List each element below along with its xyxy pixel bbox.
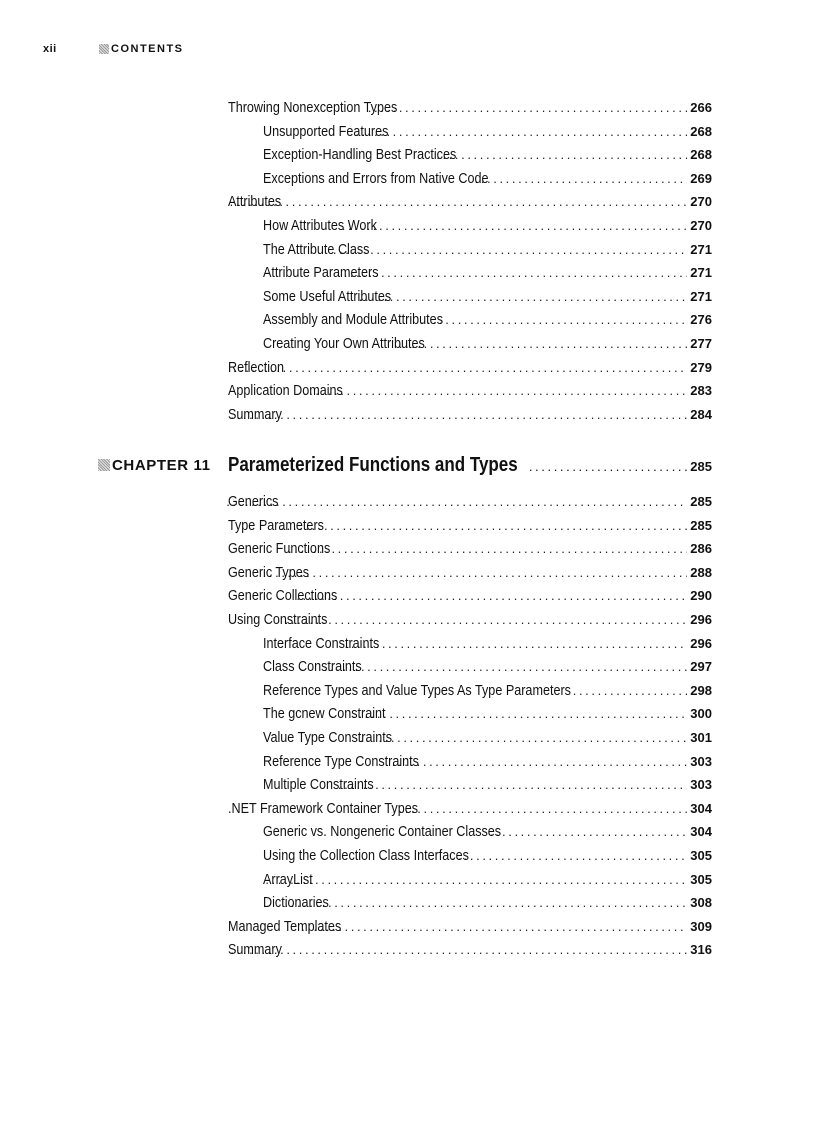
dot-leader [338,777,687,792]
toc-subentry[interactable] [228,288,712,312]
dot-leader [303,383,687,398]
toc-entry-title: The gcnew Constraint [263,705,386,723]
toc-entry-page: 271 [690,288,712,304]
toc-entry[interactable] [228,564,712,588]
dot-leader [360,730,687,745]
toc-entry-page: 271 [690,241,712,257]
chapter-page-number: 285 [690,459,712,474]
chapter-heading[interactable] [98,454,712,480]
toc-entry-title: Dictionaries [263,894,329,912]
dot-leader [368,100,688,115]
toc-entry-page: 270 [690,194,712,210]
toc-subentry[interactable] [228,776,712,800]
toc-entry-page: 301 [690,729,712,745]
toc-entry[interactable] [228,493,712,517]
toc-entry-page: 300 [690,706,712,722]
toc-entry-page: 304 [690,824,712,840]
dot-leader [265,872,687,887]
toc-subentry[interactable] [228,871,712,895]
toc-entry-title: Reference Type Constraints [263,752,419,770]
toc-subentry[interactable] [228,847,712,871]
toc-entry-title: Using the Collection Class Interfaces [263,846,469,864]
dot-leader [226,494,687,509]
dot-leader [420,312,687,327]
toc-entry-title: Class Constraints [263,658,362,676]
toc-entry-page: 296 [690,635,712,651]
toc-entry-title: Reference Types and Value Types As Type Parameters [263,681,571,699]
toc-entry-page: 305 [690,847,712,863]
toc-entry-page: 271 [690,265,712,281]
toc-subentry[interactable] [228,635,712,659]
toc-entry-page: 296 [690,611,712,627]
dot-leader [359,289,688,304]
toc-entry-page: 286 [690,541,712,557]
toc-entry-title: Attributes [228,193,282,211]
toc-entry-title: Creating Your Own Attributes [263,334,425,352]
toc-entry[interactable] [228,800,712,824]
dot-leader [392,801,687,816]
toc-entry-title: Summary [228,405,282,423]
toc-entry-title: Some Useful Attributes [263,287,392,305]
toc-entry[interactable] [228,359,712,383]
toc-entry-page: 309 [690,918,712,934]
toc-subentry[interactable] [228,894,712,918]
dot-leader [573,683,688,698]
toc-entry-title: Unsupported Features [263,122,389,140]
toc-entry-page: 298 [690,682,712,698]
dot-leader [392,754,688,769]
toc-subentry[interactable] [228,311,712,335]
toc-subentry[interactable] [228,753,712,777]
toc-entry-page: 268 [690,123,712,139]
toc-entry-title: Interface Constraints [263,634,380,652]
dot-leader [296,588,687,603]
dot-leader [280,518,687,533]
toc-entry-title: Value Type Constraints [263,728,393,746]
chapter-title: Parameterized Functions and Types [228,454,518,476]
toc-entry-title: Assembly and Module Attributes [263,311,443,329]
toc-subentry[interactable] [228,217,712,241]
dot-leader [355,124,687,139]
toc-entry-page: 270 [690,217,712,233]
page-number: xii [43,43,57,55]
toc-entry[interactable] [228,540,712,564]
toc-entry[interactable] [228,611,712,635]
toc-entry-title: Exceptions and Errors from Native Code [263,169,489,187]
toc-chapter11-entries [228,493,712,965]
toc-entry-page: 290 [690,588,712,604]
toc-subentry[interactable] [228,335,712,359]
toc-entry-title: Generic Collections [228,587,338,605]
toc-entry-title: Using Constraints [228,610,328,628]
toc-entry[interactable] [228,99,712,123]
toc-entry-title: Multiple Constraints [263,776,374,794]
toc-entry-title: The Attribute Class [263,240,370,258]
toc-entry-title: Type Parameters [228,516,324,534]
chapter-label-text: CHAPTER 11 [112,456,211,474]
toc-subentry[interactable] [228,123,712,147]
dot-leader [333,242,687,257]
toc-subentry[interactable] [228,241,712,265]
dot-leader [263,565,688,580]
toc-entry-page: 305 [690,871,712,887]
toc-entry-page: 277 [690,335,712,351]
dot-leader [451,848,687,863]
dot-leader [399,336,688,351]
toc-entry-title: Generic vs. Nongeneric Container Classes [263,823,502,841]
chapter-marker-icon [98,459,110,471]
toc-entry-title: Summary [228,941,282,959]
toc-subentry[interactable] [228,146,712,170]
toc-entry-page: 303 [690,777,712,793]
toc-subentry[interactable] [228,658,712,682]
toc-subentry[interactable] [228,823,712,847]
toc-entry-title: How Attributes Work [263,216,377,234]
dot-leader [230,407,687,422]
toc-entry[interactable] [228,382,712,406]
dot-leader [233,360,687,375]
dot-leader [230,194,688,209]
running-head [43,43,184,55]
toc-entry-page: 268 [690,147,712,163]
toc-entry-page: 308 [690,895,712,911]
dot-leader [324,659,688,674]
toc-entry-page: 283 [690,383,712,399]
toc-entry-page: 297 [690,659,712,675]
toc-subentry[interactable] [228,170,712,194]
toc-entry-page: 266 [690,100,712,115]
dot-leader [529,459,687,474]
toc-entry-page: 279 [690,359,712,375]
section-marker-icon [99,44,109,54]
chapter-label [98,457,228,474]
dot-leader [490,824,688,839]
toc-entry[interactable] [228,587,712,611]
toc-entry-title: Generic Functions [228,540,331,558]
toc-entry-page: 276 [690,312,712,328]
toc-entry-page: 303 [690,753,712,769]
toc-chapter10-entries [228,99,712,429]
toc-entry[interactable] [228,517,712,541]
toc-subentry[interactable] [228,729,712,753]
toc-entry-page: 304 [690,800,712,816]
dot-leader [230,942,687,957]
toc-entry-page: 288 [690,564,712,580]
dot-leader [301,919,687,934]
toc-entry[interactable] [228,918,712,942]
toc-entry-title: Attribute Parameters [263,264,379,282]
dot-leader [285,612,688,627]
toc-entry-title: Generics [228,493,279,510]
dot-leader [288,541,687,556]
dot-leader [342,218,688,233]
toc-entry-page: 316 [690,942,712,958]
dot-leader [475,171,688,186]
toc-entry-title: Reflection [228,358,285,376]
toc-entry-page: 284 [690,406,712,422]
toc-entry-title: .NET Framework Container Types [228,799,419,817]
toc-entry-page: 285 [690,494,712,509]
dot-leader [436,147,687,162]
toc-entry[interactable] [228,193,712,217]
toc-entry[interactable] [228,406,712,430]
toc-entry-title: Application Domains [228,382,343,400]
toc-subentry[interactable] [228,264,712,288]
toc-entry-title: ArrayList [263,870,313,888]
toc-entry-page: 269 [690,170,712,186]
toc-entry[interactable] [228,941,712,965]
dot-leader [352,706,687,721]
dot-leader [345,636,688,651]
dot-leader [344,265,688,280]
toc-entry-page: 285 [690,517,712,533]
toc-subentry[interactable] [228,705,712,729]
toc-entry-title: Generic Types [228,563,310,581]
dot-leader [285,895,688,910]
toc-entry-title: Exception-Handling Best Practices [263,146,457,164]
running-head-section: CONTENTS [111,43,184,55]
toc-subentry[interactable] [228,682,712,706]
toc-entry-title: Managed Templates [228,917,342,935]
toc-entry-title: Throwing Nonexception Types [228,99,398,116]
